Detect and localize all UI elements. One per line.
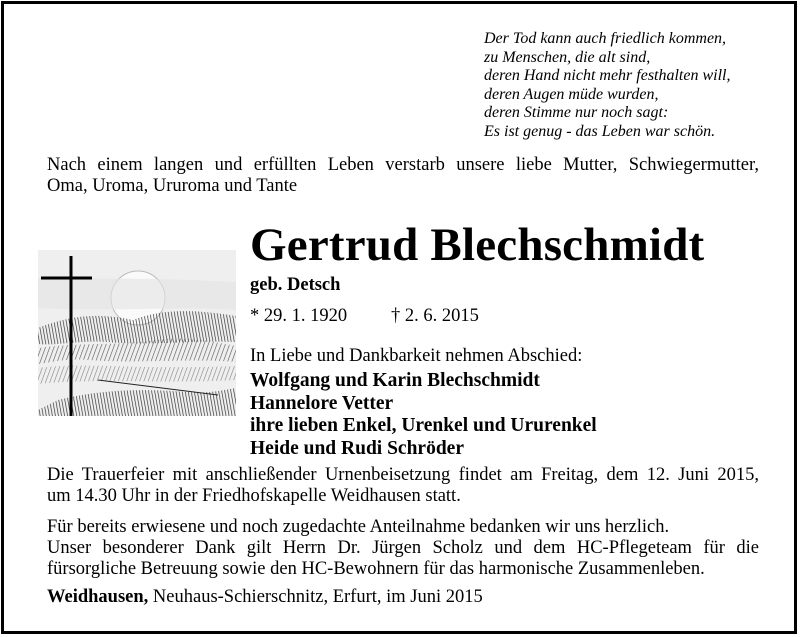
poem-line: deren Stimme nur noch sagt: <box>484 104 669 121</box>
intro-text <box>47 155 759 197</box>
funeral-details <box>47 465 759 507</box>
mourner-entry: ihre lieben Enkel, Urenkel und Ururenkel <box>250 415 597 436</box>
closing-place: Weidhausen, <box>47 587 149 607</box>
intro-line: Nach einem langen und erfüllten Leben verstarb unsere liebe Mutter, Schwiegermutter, <box>47 155 759 175</box>
cross-landscape-sun-illustration <box>38 250 236 416</box>
poem <box>484 30 784 141</box>
poem-line: deren Hand nicht mehr festhalten will, <box>484 67 731 84</box>
thanks-text <box>47 517 759 580</box>
thanks-line: Für bereits erwiesene und noch zugedachte Anteilnahme bedanken wir uns herzlich. <box>47 517 670 537</box>
mourners-list <box>250 370 597 460</box>
thanks-line: fürsorgliche Betreuung sowie den HC-Bewohnern für das harmonische Zusammenleben. <box>47 559 705 579</box>
closing-rest: Neuhaus-Schierschnitz, Erfurt, im Juni 2015 <box>148 587 483 607</box>
deceased-name: Gertrud Blechschmidt <box>250 219 705 271</box>
birth-date: * 29. 1. 1920 <box>250 306 348 326</box>
farewell-text: In Liebe und Dankbarkeit nehmen Abschied: <box>250 346 583 366</box>
intro-line: Oma, Uroma, Ururoma und Tante <box>47 176 298 196</box>
funeral-line: Die Trauerfeier mit anschließender Urnenbeisetzung findet am Freitag, dem 12. Juni 2015, <box>47 465 759 485</box>
poem-line: Es ist genug - das Leben war schön. <box>484 122 716 140</box>
poem-line: zu Menschen, die alt sind, <box>484 48 651 66</box>
poem-line: Der Tod kann auch friedlich kommen, <box>484 30 727 47</box>
poem-line: deren Augen müde wurden, <box>484 85 659 103</box>
death-date: † 2. 6. 2015 <box>391 306 479 326</box>
funeral-line: um 14.30 Uhr in der Friedhofskapelle Weidhausen statt. <box>47 486 461 506</box>
mourner-entry: Hannelore Vetter <box>250 392 394 414</box>
obituary-notice <box>1 1 797 634</box>
maiden-name: geb. Detsch <box>250 275 341 295</box>
mourner-entry: Wolfgang und Karin Blechschmidt <box>250 370 540 391</box>
thanks-line: Unser besonderer Dank gilt Herrn Dr. Jürgen Scholz und dem HC-Pflegeteam für die <box>47 538 759 558</box>
closing-line <box>47 587 483 608</box>
mourner-entry: Heide und Rudi Schröder <box>250 437 464 459</box>
